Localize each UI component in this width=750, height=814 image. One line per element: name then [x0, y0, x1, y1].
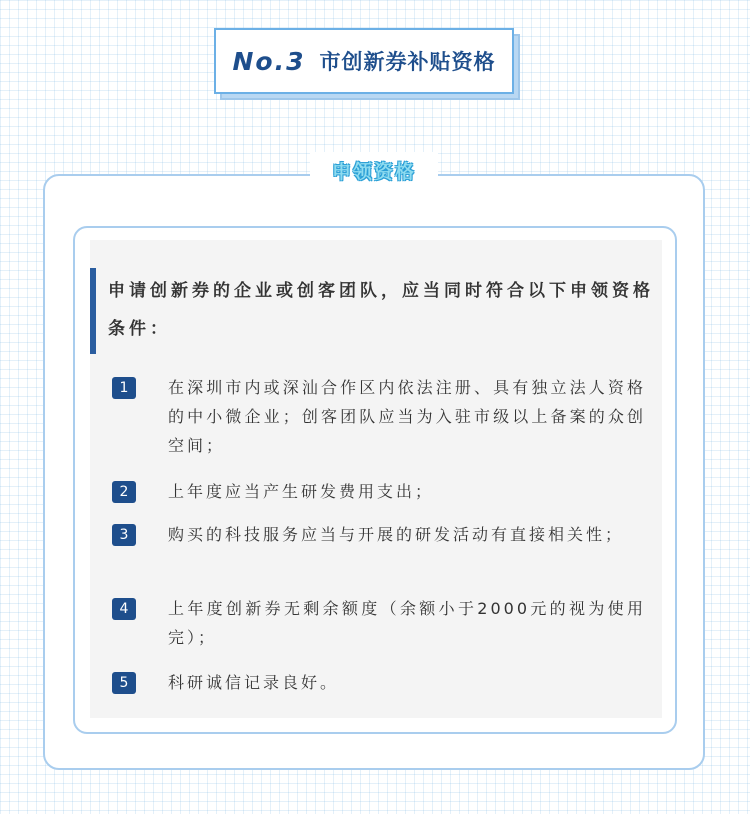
item-text: 在深圳市内或深汕合作区内依法注册、具有独立法人资格的中小微企业；创客团队应当为入驻市级以上备案的众创空间；: [168, 378, 646, 455]
intro-text: 申请创新券的企业或创客团队，应当同时符合以下申领资格条件：: [108, 281, 654, 339]
item-number-badge: 5: [112, 672, 136, 694]
item-text: 科研诚信记录良好。: [168, 673, 340, 692]
item-text: 购买的科技服务应当与开展的研发活动有直接相关性；: [168, 525, 625, 544]
item-text: 上年度创新券无剩余额度（余额小于2000元的视为使用完）；: [168, 599, 646, 647]
title-box: [214, 28, 514, 94]
item-text: 上年度应当产生研发费用支出；: [168, 482, 435, 501]
page-title: 市创新券补贴资格: [319, 50, 496, 74]
intro-accent-bar: [90, 268, 96, 354]
item-number-badge: 3: [112, 524, 136, 546]
item-number-badge: 1: [112, 377, 136, 399]
item-number-badge: 2: [112, 481, 136, 503]
item-number-badge: 4: [112, 598, 136, 620]
title-number: No.3: [232, 46, 306, 76]
section-label: 申领资格: [331, 160, 416, 183]
section-badge: [310, 152, 438, 188]
title-card: [220, 34, 526, 100]
